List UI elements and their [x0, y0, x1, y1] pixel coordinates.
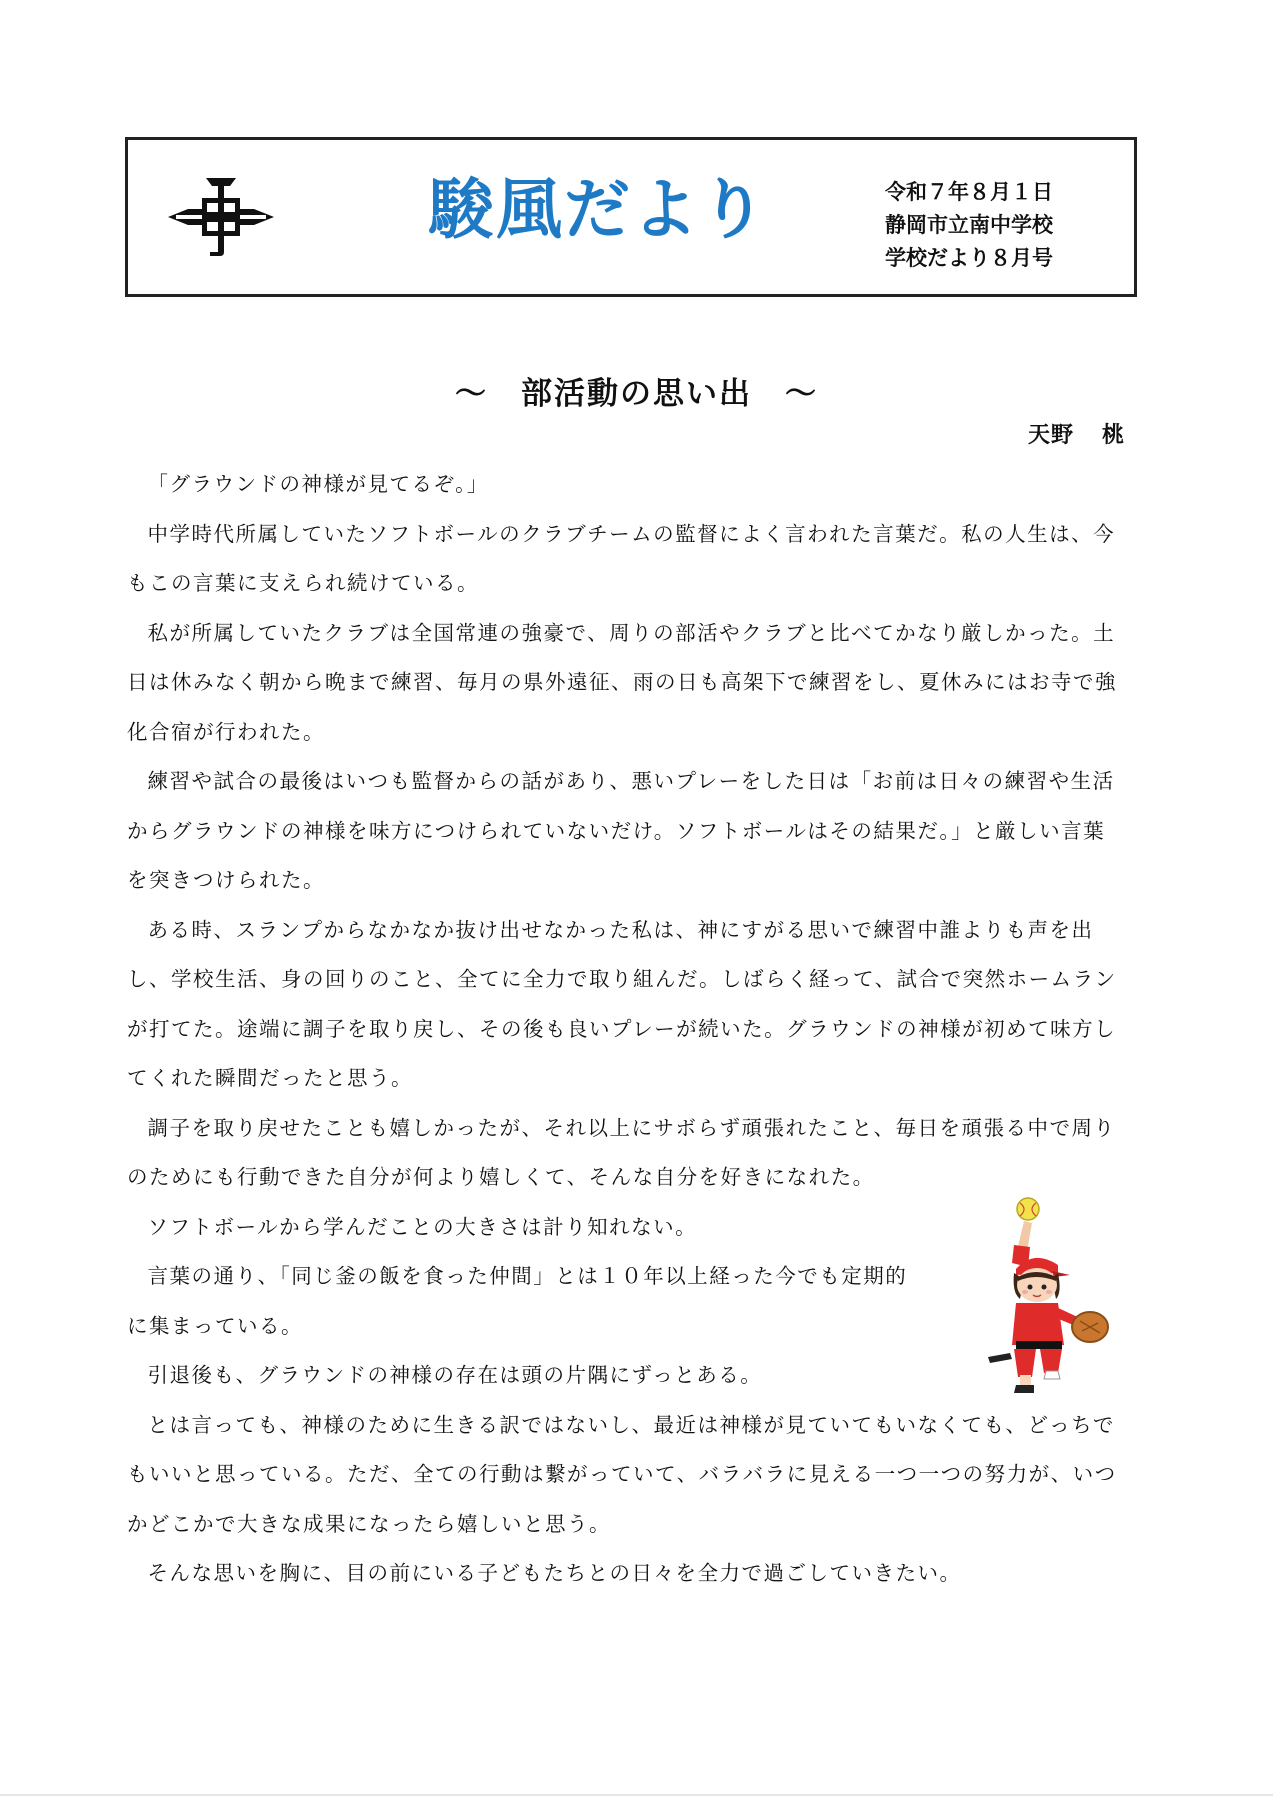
paragraph: とは言っても、神様のために生きる訳ではないし、最近は神様が見ていてもいなくても、どっちでもいいと思っている。ただ、全ての行動は繋がっていて、バラバラに見える一つ一つの努力が、いつかどこかで大きな成果になったら嬉しいと思う。 [127, 1412, 1117, 1536]
issue-number: 学校だより８月号 [885, 246, 1053, 270]
paragraph: 「グラウンドの神様が見てるぞ。」 [147, 472, 489, 496]
issue-info [885, 176, 1053, 275]
issue-date: 令和７年８月１日 [885, 180, 1053, 204]
page-bottom-edge [0, 1794, 1273, 1796]
paragraph: そんな思いを胸に、目の前にいる子どもたちとの日々を全力で過ごしていきたい。 [147, 1561, 962, 1585]
paragraph: 中学時代所属していたソフトボールのクラブチームの監督によく言われた言葉だ。私の人生は、今もこの言葉に支えられ続けている。 [127, 521, 1116, 595]
article-body [127, 460, 1117, 1599]
author-given-name: 桃 [1101, 423, 1125, 448]
newsletter-header [125, 137, 1137, 297]
softball-player-icon [986, 1195, 1116, 1395]
newsletter-title: 駿風だより [428, 171, 768, 248]
paragraph: 調子を取り戻せたことも嬉しかったが、それ以上にサボらず頑張れたこと、毎日を頑張る中で周りのためにも行動できた自分が何より嬉しくて、そんな自分を好きになれた。 [127, 1115, 1116, 1189]
author-family-name: 天野 [1027, 423, 1074, 448]
paragraph: 私が所属していたクラブは全国常連の強豪で、周りの部活やクラブと比べてかなり厳しかった。土日は休みなく朝から晩まで練習、毎月の県外遠征、雨の日も高架下で練習をし、夏休みにはお寺で強化合宿が行われた。 [127, 620, 1117, 744]
school-emblem-icon [166, 176, 276, 258]
paragraph: 言葉の通り、「同じ釜の飯を食った仲間」とは１０年以上経った今でも定期的に集まっている。 [127, 1264, 908, 1338]
paragraph: 引退後も、グラウンドの神様の存在は頭の片隅にずっとある。 [147, 1363, 763, 1387]
paragraph: 練習や試合の最後はいつも監督からの話があり、悪いプレーをした日は「お前は日々の練習や生活からグラウンドの神様を味方につけられていないだけ。ソフトボールはその結果だ。」と厳しい言葉を突きつけられた。 [127, 769, 1115, 892]
article-title: ～ 部活動の思い出 ～ [455, 376, 818, 412]
paragraph: ソフトボールから学んだことの大きさは計り知れない。 [147, 1214, 698, 1239]
author-name [1028, 418, 1125, 449]
paragraph: ある時、スランプからなかなか抜け出せなかった私は、神にすがる思いで練習中誰よりも声を出し、学校生活、身の回りのこと、全てに全力で取り組んだ。しばらく経って、試合で突然ホームランが打てた。途端に調子を取り戻し、その後も良いプレーが続いた。グラウンドの神様が初めて味方してくれた瞬間だったと思う。 [127, 917, 1117, 1090]
school-name: 静岡市立南中学校 [885, 213, 1053, 237]
